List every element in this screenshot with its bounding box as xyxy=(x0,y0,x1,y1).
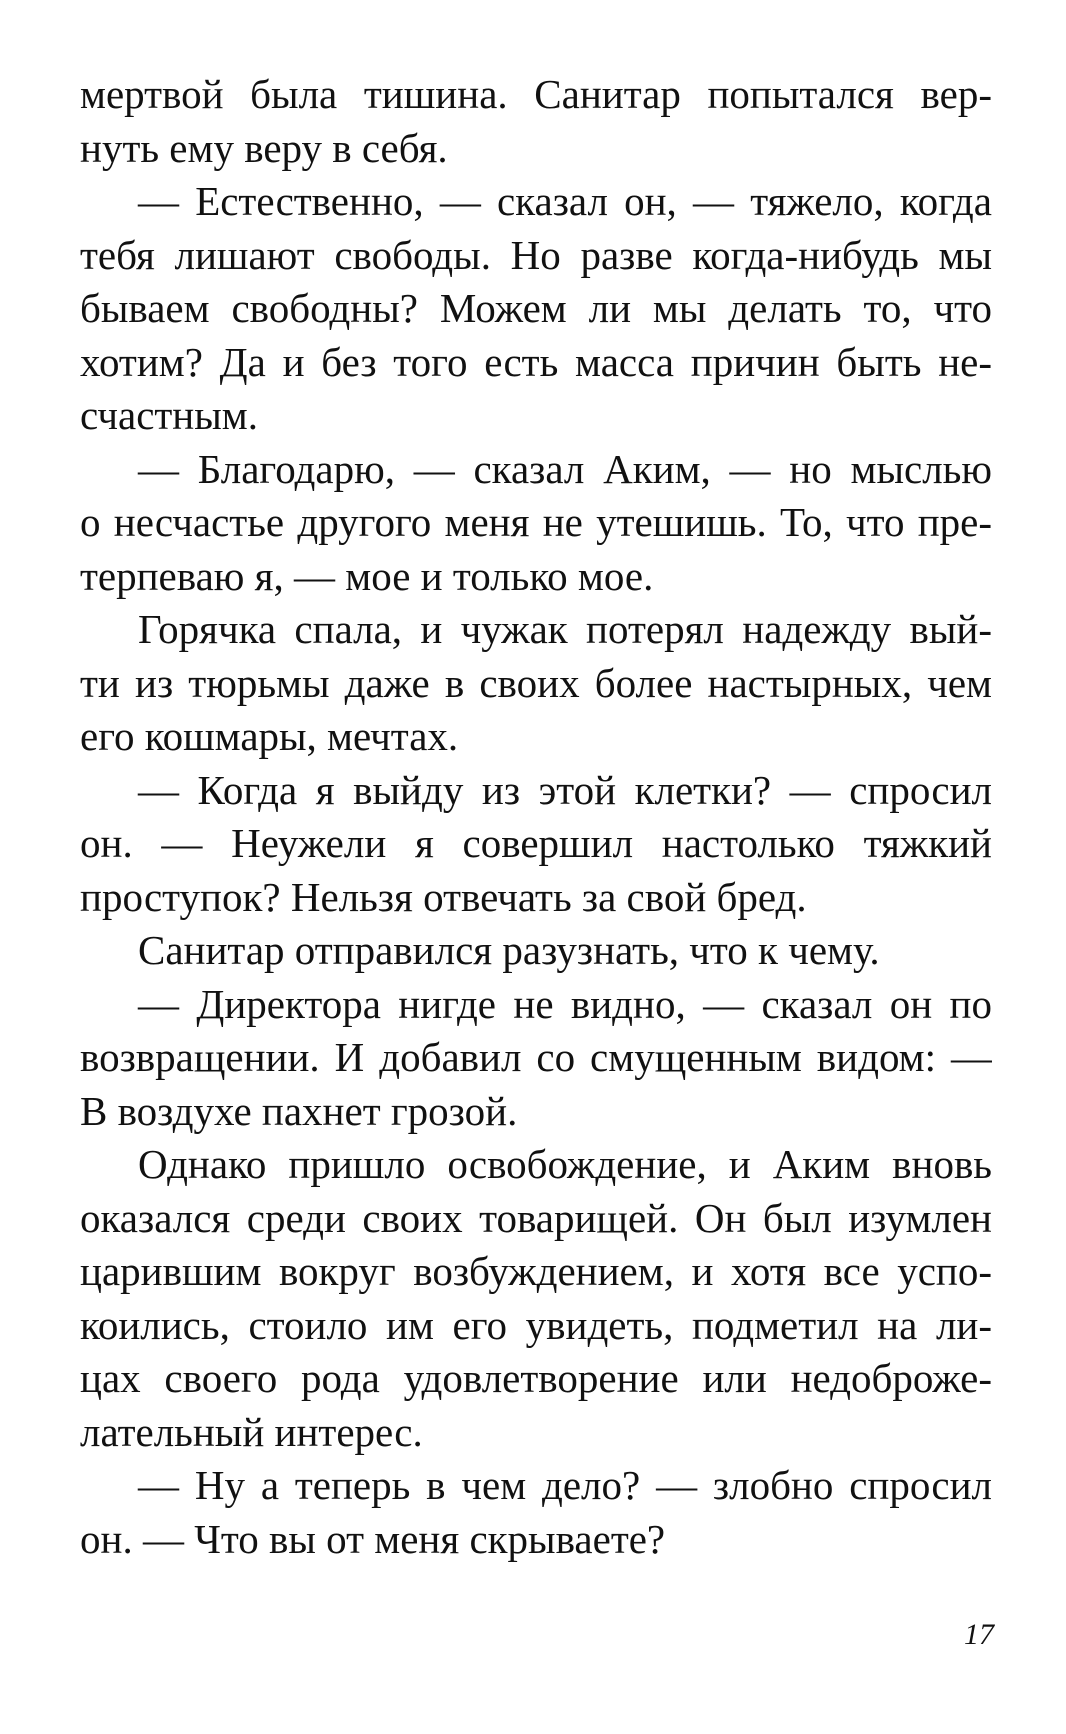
text-line: проступок? Нельзя отвечать за свой бред. xyxy=(80,873,807,920)
text-line: тебя лишают свободы. Но разве когда-нибудь мы xyxy=(80,231,992,278)
text-line: Санитар отправился разузнать, что к чему. xyxy=(138,927,880,973)
text-line: В воздухе пахнет грозой. xyxy=(80,1087,518,1134)
text-line: он. — Неужели я совершил настолько тяжкий xyxy=(80,820,992,866)
text-line: — Естественно, — сказал он, — тяжело, когда xyxy=(138,178,992,224)
text-line: ти из тюрьмы даже в своих более настырных, чем xyxy=(80,659,992,706)
text-line: возвращении. И добавил со смущенным видом: — xyxy=(80,1034,992,1080)
text-line: царившим вокруг возбуждением, и хотя все успо- xyxy=(80,1248,992,1294)
text-line: хотим? Да и без того есть масса причин быть не- xyxy=(80,338,992,385)
text-line: Горячка спала, и чужак потерял надежду вый- xyxy=(138,606,992,652)
page-number: 17 xyxy=(964,1618,994,1651)
text-line: бываем свободны? Можем ли мы делать то, что xyxy=(80,285,992,331)
text-line: лательный интерес. xyxy=(80,1408,423,1455)
text-line: цах своего рода удовлетворение или недоброже- xyxy=(80,1355,992,1401)
text-line: — Директора нигде не видно, — сказал он по xyxy=(138,980,992,1027)
text-line: о несчастье другого меня не утешишь. То, что пре- xyxy=(80,499,992,545)
text-line: оказался среди своих товарищей. Он был изумлен xyxy=(80,1194,992,1241)
text-line: мертвой была тишина. Санитар попытался вер- xyxy=(80,71,992,117)
text-line: счастным. xyxy=(80,392,258,438)
text-line: — Ну а теперь в чем дело? — злобно спросил xyxy=(138,1462,992,1508)
text-line: терпеваю я, — мое и только мое. xyxy=(80,552,654,599)
text-line: — Когда я выйду из этой клетки? — спросил xyxy=(138,766,992,813)
text-line: — Благодарю, — сказал Аким, — но мыслью xyxy=(138,445,992,492)
text-line: Однако пришло освобождение, и Аким вновь xyxy=(138,1141,992,1187)
text-line: нуть ему веру в себя. xyxy=(80,124,448,171)
body-text xyxy=(80,68,992,1566)
text-line: коились, стоило им его увидеть, подметил на ли- xyxy=(80,1301,992,1348)
text-line: он. — Что вы от меня скрываете? xyxy=(80,1515,666,1562)
text-line: его кошмары, мечтах. xyxy=(80,713,459,759)
